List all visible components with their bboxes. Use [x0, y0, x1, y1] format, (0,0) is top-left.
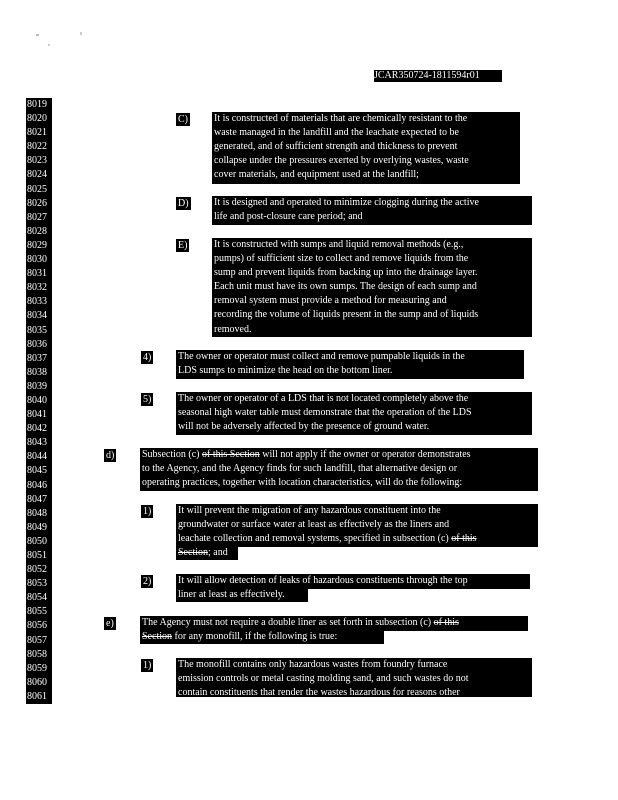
text-line: It is constructed of materials that are chemically resistant to the [214, 113, 468, 124]
text-line: Section for any monofill, if the following is true: [142, 631, 338, 642]
line-number-column [26, 98, 52, 704]
line-number: 8059 [27, 662, 47, 674]
paragraph-e1 [176, 658, 532, 697]
scan-speck [36, 34, 39, 36]
line-number: 8033 [27, 296, 47, 308]
text-line: will not be adversely affected by the presence of ground water. [178, 421, 430, 433]
line-number: 8041 [27, 409, 47, 421]
text-line: pumps) of sufficient size to collect and remove liquids from the [214, 253, 469, 265]
item-label-d2: 2) [143, 576, 152, 587]
line-number: 8047 [27, 493, 47, 505]
paragraph-e [140, 616, 528, 631]
text-line: Each unit must have its own sumps. The design of each sump and [214, 281, 477, 293]
line-number: 8035 [27, 324, 47, 336]
line-number: 8046 [27, 479, 47, 491]
text-line: The Agency must not require a double liner as set forth in subsection (c) of this [142, 617, 459, 628]
text-line: sump and prevent liquids from backing up into the drainage layer. [214, 267, 478, 279]
line-number: 8029 [27, 239, 47, 251]
line-number: 8058 [27, 648, 47, 660]
line-number: 8042 [27, 423, 47, 435]
line-number: 8027 [27, 211, 47, 223]
line-number: 8054 [27, 592, 47, 604]
struck-text: Section [178, 547, 208, 558]
paragraph-d1-tail [176, 546, 238, 560]
line-number: 8021 [27, 127, 47, 139]
line-number: 8025 [27, 183, 47, 195]
line-number: 8019 [27, 99, 47, 110]
item-label-e-upper: E) [178, 240, 188, 251]
item-label-e: e) [106, 618, 114, 629]
line-number: 8051 [27, 550, 47, 561]
line-number: 8048 [27, 507, 47, 519]
line-number: 8049 [27, 521, 47, 533]
scan-speck [48, 44, 50, 46]
text-line: seasonal high water table must demonstrate that the operation of the LDS [178, 407, 472, 419]
line-number: 8030 [27, 254, 47, 266]
text-line: removed. [214, 323, 252, 335]
line-number: 8040 [27, 394, 47, 406]
text-line: life and post-closure care period; and [214, 211, 363, 223]
line-number: 8055 [27, 606, 47, 618]
text-line: cover materials, and equipment used at the landfill; [214, 169, 419, 181]
text-line: The monofill contains only hazardous wastes from foundry furnace [178, 659, 448, 670]
item-label-4: 4) [143, 352, 152, 363]
struck-text: of this [433, 617, 459, 628]
struck-text: of this [451, 533, 477, 545]
paragraph-4 [176, 350, 524, 379]
paragraph-d2 [176, 574, 530, 589]
struck-text: of this Section [202, 449, 260, 460]
line-number: 8052 [27, 564, 47, 576]
item-label-d-upper: D) [178, 198, 189, 209]
text-line: Subsection (c) of this Section will not apply if the owner or operator demonstrates [142, 449, 471, 460]
line-number: 8057 [27, 634, 47, 646]
text-line: The owner or operator of a LDS that is not located completely above the [178, 393, 469, 404]
text-line: generated, and of sufficient strength and thickness to prevent [214, 141, 458, 153]
struck-text: Section [142, 631, 172, 642]
line-number: 8061 [27, 690, 47, 702]
text-line: The owner or operator must collect and remove pumpable liquids in the [178, 351, 465, 362]
text-line: emission controls or metal casting molding sand, and such wastes do not [178, 673, 469, 685]
line-number: 8053 [27, 578, 47, 590]
line-number: 8032 [27, 282, 47, 294]
text-line: operating practices, together with location characteristics, will do the following: [142, 477, 463, 489]
line-number: 8020 [27, 113, 47, 125]
paragraph-d2-tail [176, 588, 308, 602]
item-label-d: d) [106, 450, 115, 461]
paragraph-c [212, 112, 520, 184]
line-number: 8050 [27, 535, 47, 547]
scan-speck [80, 32, 82, 35]
text-line: Section; and [178, 547, 228, 558]
line-number: 8060 [27, 676, 47, 688]
item-label-d1: 1) [143, 506, 152, 517]
text-line: It is constructed with sumps and liquid removal methods (e.g., [214, 239, 464, 250]
paragraph-e-upper [212, 238, 532, 337]
paragraph-d1 [176, 504, 538, 547]
line-number: 8044 [27, 451, 47, 463]
line-number: 8023 [27, 155, 47, 167]
line-number: 8036 [27, 338, 47, 350]
line-number: 8039 [27, 380, 47, 392]
line-number: 8022 [27, 141, 47, 153]
item-label-e1: 1) [143, 660, 152, 671]
item-label-5: 5) [143, 394, 152, 405]
text-line: contain constituents that render the wastes hazardous for reasons other [178, 687, 460, 697]
paragraph-5 [176, 392, 532, 435]
text-line: groundwater or surface water at least as effectively as the liners and [178, 519, 450, 531]
text-line: removal system must provide a method for measuring and [214, 295, 447, 307]
line-number: 8034 [27, 310, 47, 322]
line-number: 8056 [27, 620, 47, 632]
line-number: 8031 [27, 268, 47, 280]
line-number: 8024 [27, 169, 47, 181]
text-line: waste managed in the landfill and the leachate expected to be [214, 127, 459, 139]
line-number: 8037 [27, 352, 47, 364]
item-label-c: C) [178, 114, 188, 125]
text-line: It will prevent the migration of any hazardous constituent into the [178, 505, 441, 516]
text-line: collapse under the pressures exerted by overlying wastes, waste [214, 155, 469, 167]
line-number: 8026 [27, 197, 47, 209]
document-id: JCAR350724-1811594r01 [374, 70, 502, 82]
text-line: to the Agency, and the Agency finds for such landfill, that alternative design or [142, 463, 458, 475]
text-line: leachate collection and removal systems, specified in subsection (c) of this [178, 533, 477, 545]
line-number: 8045 [27, 465, 47, 477]
text-line: liner at least as effectively. [178, 589, 285, 600]
paragraph-d [140, 448, 538, 491]
line-number: 8038 [27, 366, 47, 378]
text-line: recording the volume of liquids present in the sump and of liquids [214, 309, 479, 321]
line-number: 8043 [27, 437, 47, 449]
line-number: 8028 [27, 225, 47, 237]
text-line: LDS sumps to minimize the head on the bottom liner. [178, 365, 393, 377]
paragraph-d-upper [212, 196, 532, 225]
text-line: It is designed and operated to minimize clogging during the active [214, 197, 479, 208]
paragraph-e-tail [140, 630, 384, 644]
text-line: It will allow detection of leaks of hazardous constituents through the top [178, 575, 468, 586]
